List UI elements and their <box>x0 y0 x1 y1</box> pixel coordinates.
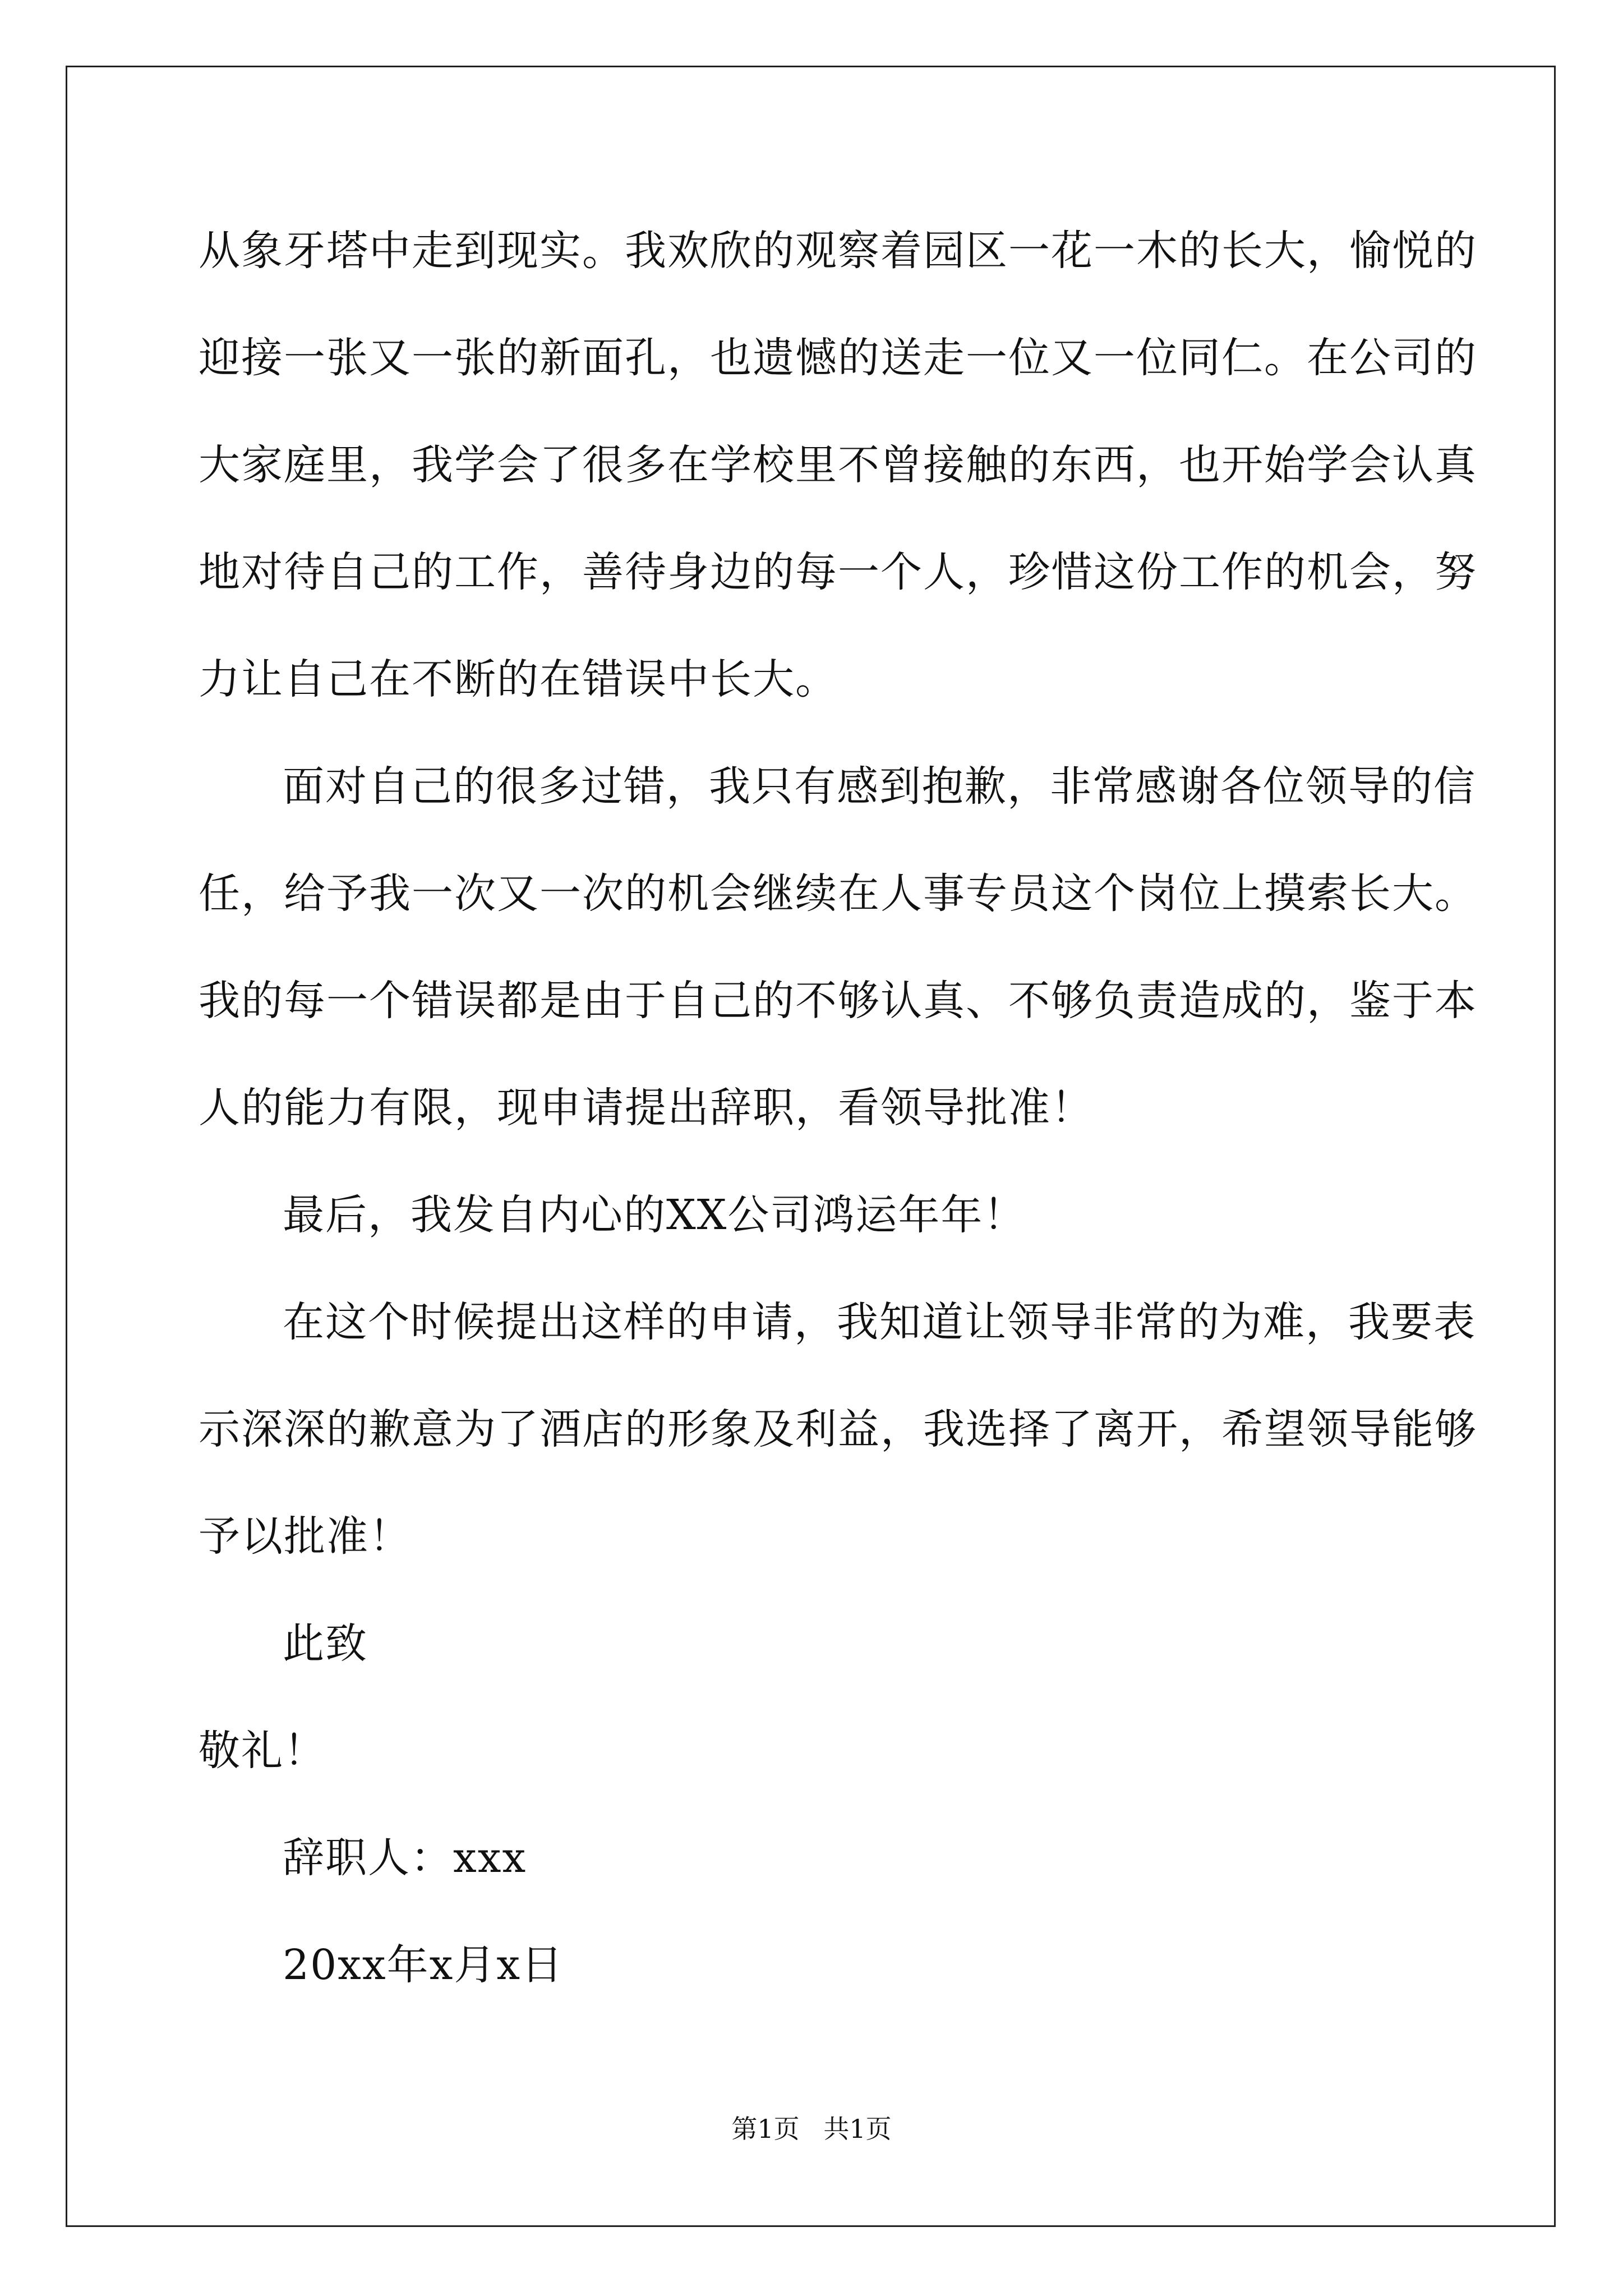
paragraph-line: 力让自己在不断的在错误中长大。 <box>199 655 838 703</box>
paragraph-line: 从象牙塔中走到现实。我欢欣的观察着园区一花一木的长大，愉悦的 <box>199 227 1477 275</box>
paragraph-line: 迎接一张又一张的新面孔，也遗憾的送走一位又一位同仁。在公司的 <box>199 334 1477 382</box>
paragraph-line: 我的每一个错误都是由于自己的不够认真、不够负责造成的，鉴于本 <box>199 977 1477 1025</box>
paragraph-2 <box>199 750 1477 1179</box>
paragraph-line: 予以批准！ <box>199 1512 412 1561</box>
closing-salutation: 此致 <box>283 1619 368 1668</box>
closing-block <box>199 1607 1432 2036</box>
letter-date: 20xx年x月x日 <box>283 1941 564 1989</box>
paragraph-line: 任，给予我一次又一次的机会继续在人事专员这个岗位上摸索长大。 <box>199 869 1477 918</box>
paragraph-line: 最后，我发自内心的XX公司鸿运年年！ <box>283 1191 1026 1239</box>
signer-name: 辞职人：xxx <box>283 1834 527 1882</box>
paragraph-line: 在这个时候提出这样的申请，我知道让领导非常的为难，我要表 <box>283 1298 1476 1346</box>
paragraph-1 <box>199 214 1477 750</box>
page-footer <box>0 2112 1623 2146</box>
paragraph-line: 大家庭里，我学会了很多在学校里不曾接触的东西，也开始学会认真 <box>199 441 1477 489</box>
closing-respect: 敬礼！ <box>199 1727 326 1775</box>
page-total: 共1页 <box>823 2114 892 2144</box>
letter-body <box>199 214 1477 2036</box>
paragraph-line: 面对自己的很多过错，我只有感到抱歉，非常感谢各位领导的信 <box>283 762 1476 811</box>
paragraph-3 <box>199 1179 1432 1286</box>
paragraph-line: 人的能力有限，现申请提出辞职，看领导批准！ <box>199 1084 1094 1132</box>
paragraph-4 <box>199 1286 1477 1607</box>
paragraph-line: 示深深的歉意为了酒店的形象及利益，我选择了离开，希望领导能够 <box>199 1405 1477 1453</box>
page-current: 第1页 <box>731 2114 800 2144</box>
paragraph-line: 地对待自己的工作，善待身边的每一个人，珍惜这份工作的机会，努 <box>199 548 1477 596</box>
